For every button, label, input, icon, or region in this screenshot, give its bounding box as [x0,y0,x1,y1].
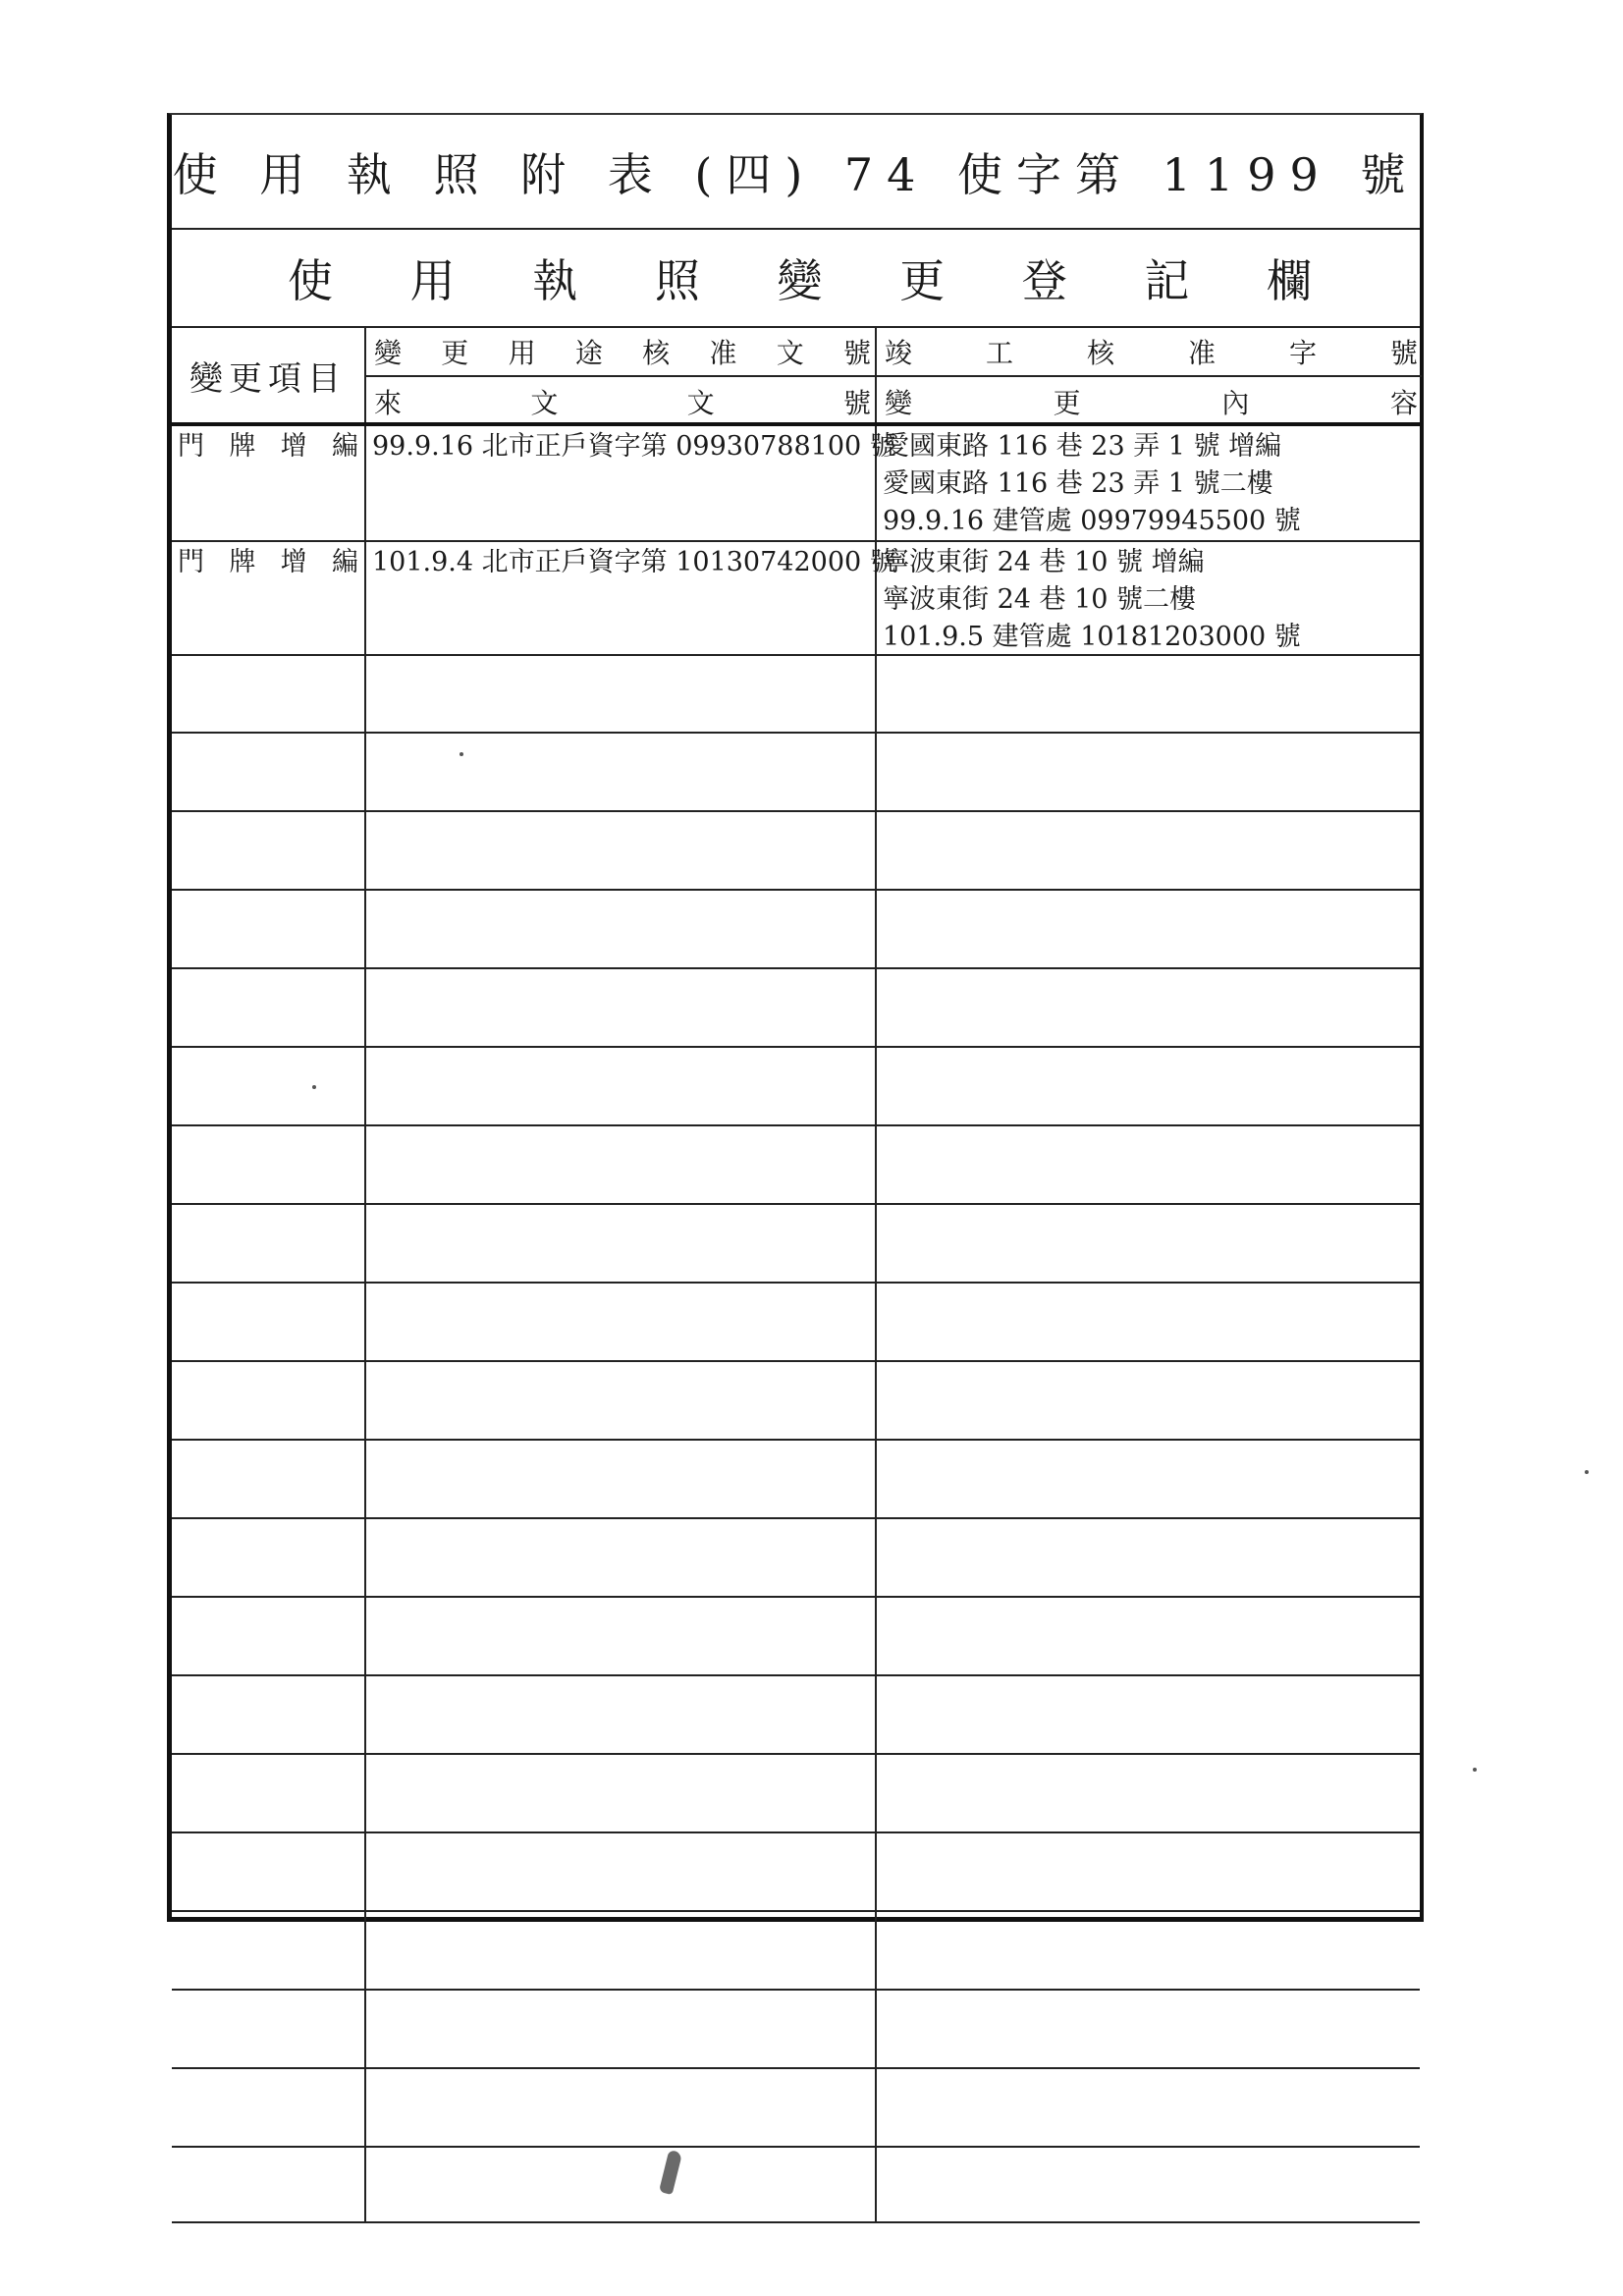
table-row [172,734,1420,812]
change-item-cell [172,1205,366,1282]
change-detail-cell [877,1284,1422,1360]
change-item-cell [172,1598,366,1674]
header-char: 准 [1187,337,1216,369]
approval-doc-cell [366,426,896,540]
header-char: 號 [1389,337,1418,369]
header-char: 文 [686,387,715,419]
change-item-cell [172,1126,366,1203]
section-title-char: 登 [1021,254,1067,307]
change-detail-cell [877,656,1422,732]
table-row [172,1126,1420,1205]
change-item-cell [172,426,366,540]
table-row [172,1284,1420,1362]
title-row [172,115,1420,230]
table-row [172,1362,1420,1441]
table-row [172,1912,1420,1991]
section-title-char: 變 [777,254,823,307]
change-detail-cell [877,1048,1422,1124]
table-row [172,2069,1420,2148]
header-char: 字 [1288,337,1317,369]
change-detail-cell [877,1519,1422,1596]
change-item-cell [172,2148,366,2221]
header-char: 變 [374,337,403,369]
approval-doc-cell [366,1126,877,1203]
change-item-cell [172,812,366,889]
change-item-cell [172,1441,366,1517]
change-detail-cell [877,969,1422,1046]
header-char: 文 [776,337,804,369]
scan-speck [312,1085,316,1089]
header-char: 文 [530,387,559,419]
approval-doc-cell [366,1912,877,1989]
section-title [172,230,1420,328]
approval-doc-cell [366,1284,877,1360]
change-detail-line: 101.9.5 建管處 10181203000 號 [883,622,1301,652]
approval-doc-cell [366,969,877,1046]
page-title: 使 用 執 照 附 表 (四) 74 使字第 1199 號 [172,147,1420,201]
section-title-char: 使 [288,254,333,307]
table-row [172,2148,1420,2223]
header-char: 內 [1221,387,1250,419]
header-char: 竣 [885,337,913,369]
change-detail-cell [877,1205,1422,1282]
change-detail-cell [877,1833,1422,1910]
table-row [172,1833,1420,1912]
header-char: 號 [842,387,871,419]
change-item-cell [172,1755,366,1831]
table-row [172,1048,1420,1126]
change-item [178,428,358,465]
approval-doc-cell [366,1519,877,1596]
approval-doc-number: 101.9.4 北市正戶資字第 10130742000 號 [372,547,896,577]
table-row [172,1755,1420,1833]
approval-doc-cell [366,1441,877,1517]
change-detail-cell [877,2069,1422,2146]
approval-doc-cell [366,891,877,967]
header-completion-doc-top [877,328,1422,377]
change-item-char: 門 [178,431,204,462]
section-title-char: 記 [1144,254,1190,307]
change-detail-line: 寧波東街 24 巷 10 號 增編 [883,547,1205,577]
header-change-item: 變更項目 [172,328,366,422]
header-char: 工 [985,337,1013,369]
change-detail-cell [877,891,1422,967]
header-char: 號 [842,337,871,369]
table-row [172,656,1420,734]
approval-doc-cell [366,1833,877,1910]
change-item-cell [172,1048,366,1124]
header-completion-doc [877,328,1422,422]
change-item-cell [172,1912,366,1989]
header-char: 容 [1389,387,1418,419]
change-detail-cell [877,1441,1422,1517]
section-title-char: 更 [899,254,946,307]
change-item-cell [172,1362,366,1439]
section-title-char: 用 [409,254,456,307]
approval-doc-cell [366,1676,877,1753]
change-detail-cell [877,1991,1422,2067]
change-item-char: 編 [331,547,358,577]
change-item-char: 牌 [229,431,256,462]
change-item-cell [172,969,366,1046]
header-char: 核 [1086,337,1114,369]
approval-doc-cell [366,1048,877,1124]
change-detail-cell [877,1676,1422,1753]
section-title-char: 欄 [1267,254,1312,307]
scan-speck [1473,1768,1477,1772]
approval-doc-cell [366,2148,877,2221]
table-row [172,969,1420,1048]
change-item-cell [172,1284,366,1360]
table-row [172,1441,1420,1519]
table-row [172,1598,1420,1676]
change-detail-cell [877,1362,1422,1439]
header-char: 來 [374,387,403,419]
table-row [172,1205,1420,1284]
change-detail-cell [877,1126,1422,1203]
section-title-char: 照 [654,254,700,307]
approval-doc-cell [366,734,877,810]
change-item-cell [172,2069,366,2146]
table-body [172,426,1420,2223]
table-row [172,1991,1420,2069]
change-item-char: 門 [178,547,204,577]
approval-doc-cell [366,1755,877,1831]
table-row [172,812,1420,891]
change-item [178,544,358,581]
header-char: 更 [1053,387,1081,419]
change-item-cell [172,1676,366,1753]
change-detail-cell [877,1912,1422,1989]
approval-doc-cell [366,1598,877,1674]
table-header [172,328,1420,426]
approval-doc-cell [366,1362,877,1439]
approval-doc-cell [366,1991,877,2067]
change-detail-cell [877,426,1422,540]
header-char: 用 [508,337,536,369]
change-item-char: 編 [331,431,358,462]
change-detail-line: 寧波東街 24 巷 10 號二樓 [883,584,1197,615]
change-item-cell [172,542,366,654]
change-item-char: 增 [280,431,307,462]
header-char: 變 [885,387,913,419]
change-detail-cell [877,1755,1422,1831]
table-row [172,891,1420,969]
change-detail-line: 愛國東路 116 巷 23 弄 1 號二樓 [883,468,1273,499]
header-approval-doc [366,328,877,422]
table-row [172,542,1420,656]
change-detail-cell [877,812,1422,889]
change-detail-cell [877,734,1422,810]
change-detail-cell [877,1598,1422,1674]
header-completion-doc-bottom [877,377,1422,426]
approval-doc-cell [366,812,877,889]
header-char: 途 [574,337,603,369]
change-item-char: 增 [280,547,307,577]
change-detail-line: 99.9.16 建管處 09979945500 號 [883,506,1301,536]
header-approval-doc-top [366,328,875,377]
change-detail-line: 愛國東路 116 巷 23 弄 1 號 增編 [883,431,1282,462]
change-item-cell [172,891,366,967]
change-item-cell [172,1519,366,1596]
approval-doc-number: 99.9.16 北市正戶資字第 09930788100 號 [372,431,896,462]
scan-speck [460,752,463,756]
change-detail-cell [877,542,1422,654]
header-char: 更 [441,337,469,369]
change-detail-cell [877,2148,1422,2221]
table-row [172,1519,1420,1598]
table-row [172,1676,1420,1755]
scan-speck [1585,1470,1589,1474]
approval-doc-cell [366,656,877,732]
change-item-char: 牌 [229,547,256,577]
header-approval-doc-bottom [366,377,875,426]
approval-doc-cell [366,1205,877,1282]
approval-doc-cell [366,2069,877,2146]
change-item-cell [172,1991,366,2067]
header-char: 核 [642,337,671,369]
section-title-char: 執 [532,254,578,307]
permit-table [167,113,1424,1922]
approval-doc-cell [366,542,896,654]
change-item-cell [172,1833,366,1910]
change-item-cell [172,656,366,732]
header-char: 准 [709,337,737,369]
change-item-cell [172,734,366,810]
table-row [172,426,1420,542]
